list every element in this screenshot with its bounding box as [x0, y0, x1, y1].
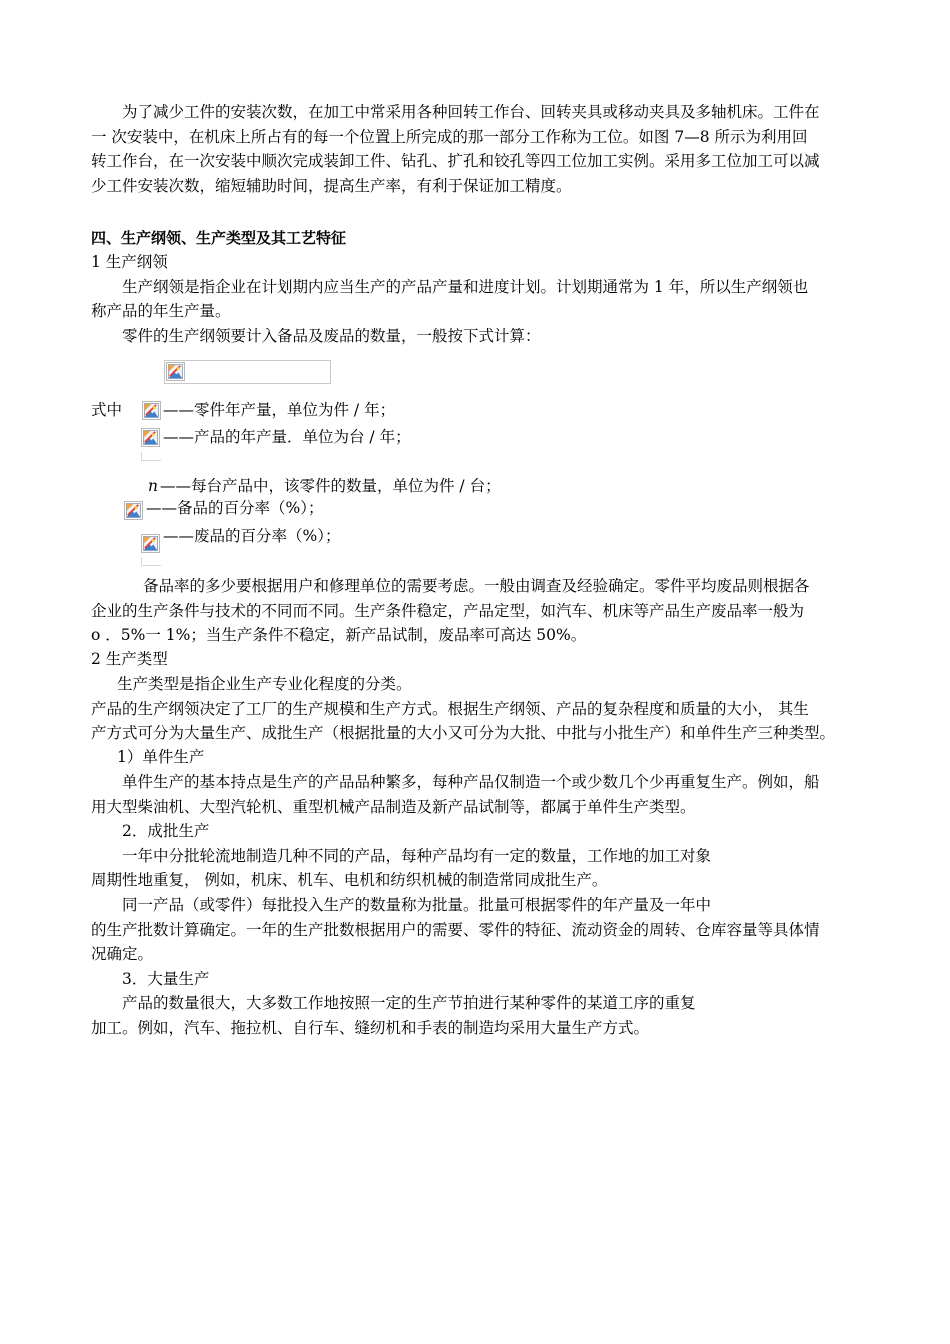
- broken-image-icon: [124, 501, 143, 520]
- variable-definition: ——产品的年产量．单位为台 / 年；: [163, 428, 411, 446]
- image-frame: [141, 452, 161, 461]
- paragraph-line: 转工作台，在一次安装中顺次完成装卸工件、钻孔、扩孔和铰孔等四工位加工实例。采用多工位加工可以减: [91, 152, 820, 170]
- paragraph-line: 用大型柴油机、大型汽轮机、重型机械产品制造及新产品试制等，都属于单件生产类型。: [91, 798, 696, 816]
- paragraph-line: 加工。例如，汽车、拖拉机、自行车、缝纫机和手表的制造均采用大量生产方式。: [91, 1019, 650, 1037]
- paragraph-line: 产方式可分为大量生产、成批生产（根据批量的大小又可分为大批、中批与小批生产）和单件生产三种类型。: [91, 724, 836, 742]
- broken-image-icon: [166, 362, 185, 381]
- paragraph-line: 备品率的多少要根据用户和修理单位的需要考虑。一般由调查及经验确定。零件平均废品则根据各: [143, 577, 810, 595]
- paragraph-line: 称产品的年生产量。: [91, 302, 231, 320]
- paragraph-line: o ．5%一 1%；当生产条件不稳定，新产品试制，废品率可高达 50%。: [91, 626, 587, 644]
- paragraph-line: 的生产批数计算确定。一年的生产批数根据用户的需要、零件的特征、流动资金的周转、仓库容量等具体情: [91, 921, 820, 939]
- paragraph-line: 单件生产的基本持点是生产的产品品种繁多，每种产品仅制造一个或少数几个少再重复生产。例如，船: [122, 773, 820, 791]
- broken-image-icon: [141, 534, 160, 553]
- formula-where-label: 式中: [91, 401, 123, 419]
- list-heading: 3．大量生产: [122, 970, 210, 988]
- variable-definition: ——零件年产量，单位为件 / 年；: [163, 401, 396, 419]
- image-frame: [141, 557, 161, 566]
- list-heading: 1）单件生产: [117, 748, 205, 766]
- paragraph-line: 为了减少工件的安装次数，在加工中常采用各种回转工作台、回转夹具或移动夹具及多轴机床。工件在: [122, 103, 820, 121]
- paragraph-line: 况确定。: [91, 945, 154, 963]
- paragraph-line: 少工件安装次数，缩短辅助时间，提高生产率，有利于保证加工精度。: [91, 177, 572, 195]
- broken-image-icon: [141, 428, 160, 447]
- subsection-heading: 2 生产类型: [91, 650, 168, 668]
- subsection-heading: 1 生产纲领: [91, 253, 168, 271]
- list-heading: 2．成批生产: [122, 822, 210, 840]
- paragraph-line: 产品的生产纲领决定了工厂的生产规模和生产方式。根据生产纲领、产品的复杂程度和质量的大小， 其生: [91, 700, 809, 718]
- paragraph-line: 产品的数量很大，大多数工作地按照一定的生产节拍进行某种零件的某道工序的重复: [122, 994, 696, 1012]
- paragraph-line: 企业的生产条件与技术的不同而不同。生产条件稳定，产品定型，如汽车、机床等产品生产废品率一般为: [91, 602, 805, 620]
- paragraph-line: 生产类型是指企业生产专业化程度的分类。: [117, 675, 412, 693]
- paragraph-line: 一 次安装中，在机床上所占有的每一个位置上所完成的那一部分工作称为工位。如图 7—8 所示为利用回: [91, 128, 808, 146]
- formula-image: [164, 360, 331, 384]
- variable-definition: ——每台产品中，该零件的数量，单位为件 / 台；: [160, 477, 501, 495]
- paragraph-line: 同一产品（或零件）每批投入生产的数量称为批量。批量可根据零件的年产量及一年中: [122, 896, 712, 914]
- paragraph-line: 一年中分批轮流地制造几种不同的产品，每种产品均有一定的数量，工作地的加工对象: [122, 847, 712, 865]
- variable-definition: ——废品的百分率（%）；: [163, 527, 341, 545]
- paragraph-line: 周期性地重复， 例如，机床、机车、电机和纺织机械的制造常同成批生产。: [91, 871, 608, 889]
- broken-image-icon: [142, 401, 161, 420]
- variable-definition: ——备品的百分率（%）；: [146, 499, 324, 517]
- paragraph-line: 生产纲领是指企业在计划期内应当生产的产品产量和进度计划。计划期通常为 1 年，所以生产纲领也: [122, 278, 809, 296]
- variable-symbol: n: [148, 477, 158, 495]
- paragraph-line: 零件的生产纲领要计入备品及废品的数量，一般按下式计算：: [122, 327, 541, 345]
- section-heading: 四、生产纲领、生产类型及其工艺特征: [91, 229, 347, 247]
